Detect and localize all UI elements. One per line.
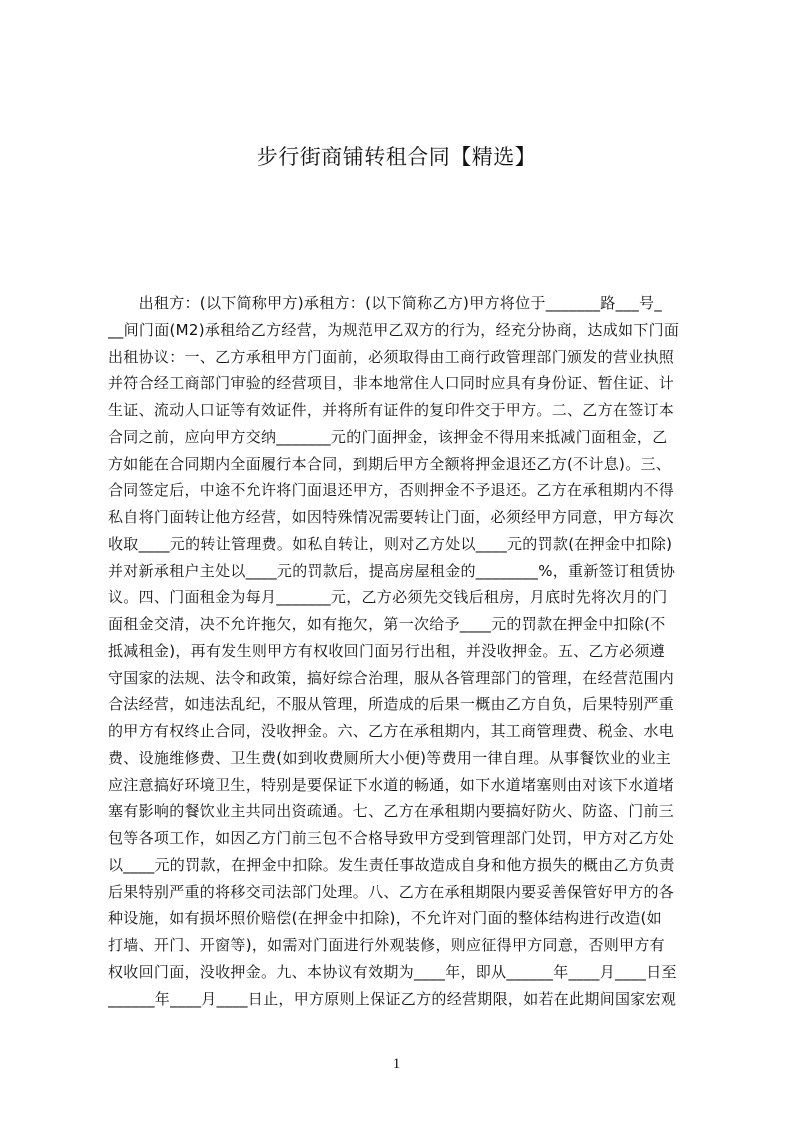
body-text-line: 生证、流动人口证等有效证件，并将所有证件的复印件交于甲方。二、乙方在签订本 [108, 401, 675, 419]
contract-body [108, 290, 702, 1012]
body-text-line: 守国家的法规、法令和政策，搞好综合治理，服从各管理部门的管理，在经营范围内 [108, 668, 675, 687]
body-text-line: 出租协议：一、乙方承租甲方门面前，必须取得由工商行政管理部门颁发的营业执照 [108, 347, 675, 366]
page-number: 1 [392, 1056, 401, 1072]
body-text-line: 的甲方有权终止合同，没收押金。六、乙方在承租期内，其工商管理费、税金、水电 [108, 722, 675, 740]
body-text-line: 以____元的罚款，在押金中扣除。发生责任事故造成自身和他方损失的概由乙方负责 [108, 855, 675, 874]
body-text-line: 抵减租金)，再有发生则甲方有权收回门面另行出租，并没收押金。五、乙方必须遵 [108, 641, 665, 660]
body-text-line: 后果特别严重的将移交司法部门处理。八、乙方在承租期限内要妥善保管好甲方的各 [108, 882, 675, 901]
body-text-line: 合法经营，如违法乱纪，不服从管理，所造成的后果一概由乙方自负，后果特别严重 [108, 695, 675, 714]
body-text-line: 打墙、开门、开窗等)，如需对门面进行外观装修，则应征得甲方同意，否则甲方有 [108, 936, 665, 954]
body-text-line: 合同签定后，中途不允许将门面退还甲方，否则押金不予退还。乙方在承租期内不得 [108, 481, 675, 500]
body-text-line: 权收回门面，没收押金。九、本协议有效期为____年，即从______年____月____日至 [108, 962, 677, 981]
body-text-line: 塞有影响的餐饮业主共同出资疏通。七、乙方在承租期内要搞好防火、防盗、门前三 [108, 802, 675, 821]
body-text-line: 应注意搞好环境卫生，特别是要保证下水道的畅通，如下水道堵塞则由对该下水道堵 [108, 775, 675, 794]
body-text-line: 收取____元的转让管理费。如私自转让，则对乙方处以____元的罚款(在押金中扣除) [108, 534, 673, 553]
document-title: 步行街商铺转租合同【精选】 [256, 145, 537, 169]
body-text-line: ______年____月____日止，甲方原则上保证乙方的经营期限，如若在此期间国家宏观 [108, 989, 677, 1008]
body-text-line: 种设施，如有损坏照价赔偿(在押金中扣除)，不允许对门面的整体结构进行改造(如 [108, 909, 662, 928]
body-text-line: 方如能在合同期内全面履行本合同，到期后甲方全额将押金退还乙方(不计息)。三、 [108, 454, 672, 473]
body-text-line: 出租方：(以下简称甲方)承租方：(以下简称乙方)甲方将位于_______路___号_ [108, 294, 663, 312]
body-text-line: __间门面(M2)承租给乙方经营，为规范甲乙双方的行为，经充分协商，达成如下门面 [108, 320, 680, 339]
body-text-line: 包等各项工作，如因乙方门前三包不合格导致甲方受到管理部门处罚，甲方对乙方处 [108, 829, 675, 847]
body-text-line: 并对新承租户主处以____元的罚款后，提高房屋租金的________%，重新签订租赁协 [108, 561, 676, 580]
body-text-line: 费、设施维修费、卫生费(如到收费厕所大小便)等费用一律自理。从事餐饮业的业主 [108, 748, 672, 767]
body-text-line: 议。四、门面租金为每月_______元，乙方必须先交钱后租房，月底时先将次月的门 [108, 588, 668, 607]
body-text-line: 并符合经工商部门审验的经营项目，非本地常住人口同时应具有身份证、暂住证、计 [108, 374, 675, 393]
body-text-line: 合同之前，应向甲方交纳_______元的门面押金，该押金不得用来抵减门面租金，乙 [108, 427, 668, 446]
body-text-line: 私自将门面转让他方经营，如因特殊情况需要转让门面，必须经甲方同意，甲方每次 [108, 508, 675, 526]
body-text-line: 面租金交清，决不允许拖欠，如有拖欠，第一次给予____元的罚款在押金中扣除(不 [108, 615, 666, 633]
